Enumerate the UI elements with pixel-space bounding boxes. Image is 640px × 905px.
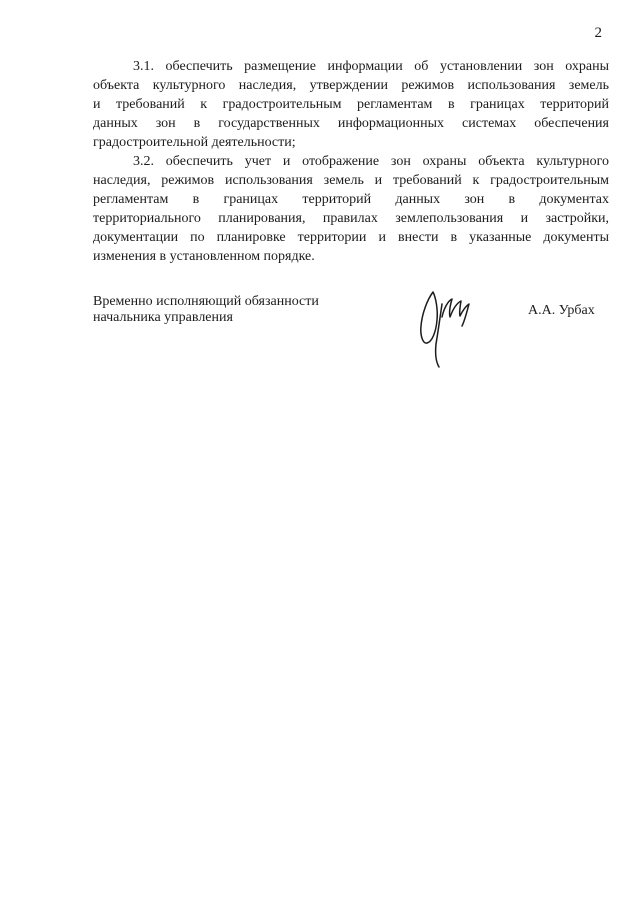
- signer-title: [93, 294, 319, 325]
- text-line: 3.2. обеспечить учет и отображение зон охраны объекта культурного: [133, 154, 609, 169]
- text-line: наследия, режимов использования земель и требований к градостроительным: [93, 173, 609, 188]
- signer-title-line: начальника управления: [93, 309, 233, 325]
- document-body: [93, 57, 609, 266]
- signer-title-line: Временно исполняющий обязанности: [93, 294, 319, 309]
- text-line: изменения в установленном порядке.: [93, 249, 315, 264]
- text-line: и требований к градостроительным регламентам в границах территорий: [93, 97, 609, 112]
- signature-zigzag-stroke: [442, 299, 469, 326]
- page-number: 2: [594, 25, 602, 41]
- text-line: документации по планировке территории и внести в указанные документы: [93, 230, 609, 245]
- text-line: данных зон в государственных информационных системах обеспечения: [93, 116, 609, 131]
- text-line: объекта культурного наследия, утверждении режимов использования земель: [93, 78, 609, 93]
- signature-loop-stroke: [421, 292, 437, 343]
- signer-name: А.А. Урбах: [528, 303, 595, 318]
- text-line: регламентам в границах территорий данных зон в документах: [93, 192, 609, 207]
- text-line: градостроительной деятельности;: [93, 135, 296, 150]
- signature-icon: [418, 286, 474, 372]
- text-line: 3.1. обеспечить размещение информации об установлении зон охраны: [133, 59, 609, 74]
- text-line: территориального планирования, правилах землепользования и застройки,: [93, 211, 609, 226]
